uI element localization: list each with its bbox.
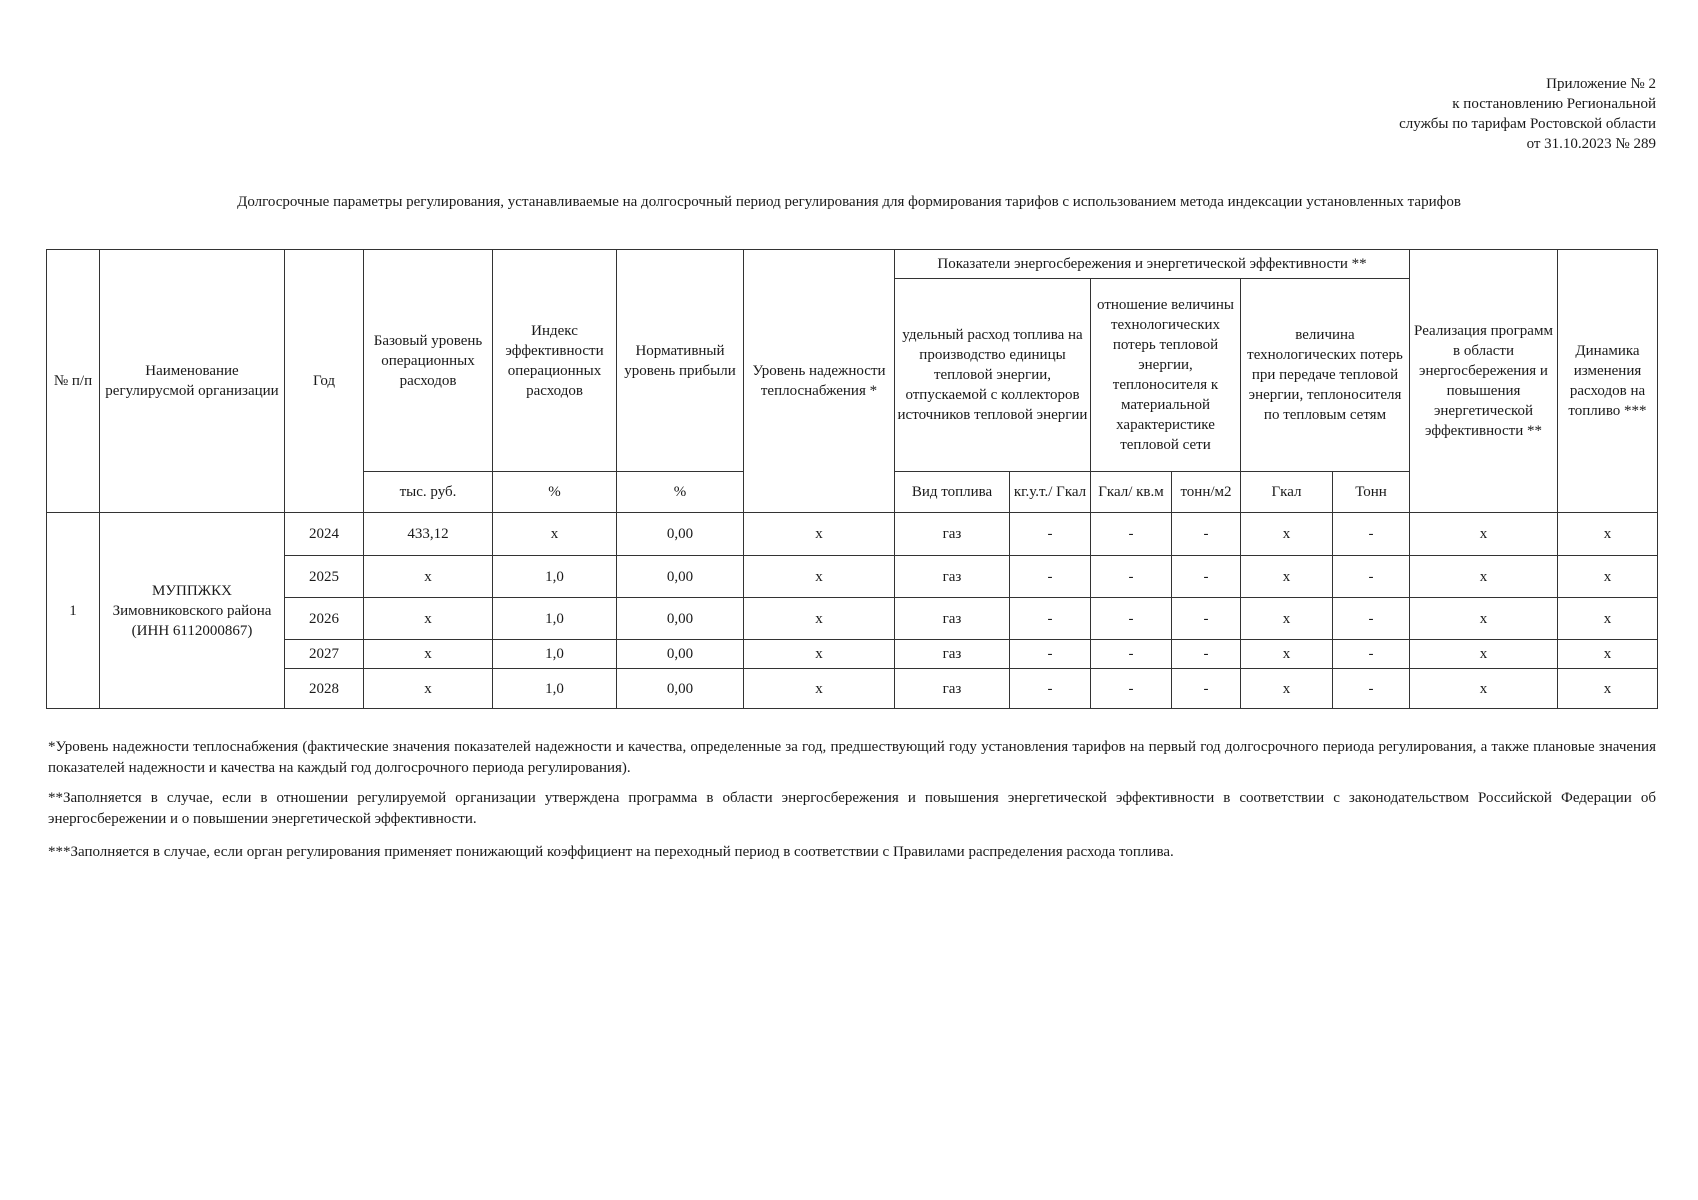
header-profit: Нормативный уровень прибыли [617,250,744,472]
cell-profit: 0,00 [617,513,744,556]
cell-loss-2: - [1333,513,1410,556]
cell-loss-2: - [1333,669,1410,709]
cell-index: 1,0 [493,598,617,640]
header-program: Реализация программ в области энергосбережения и повышения энергетической эффективности ** [1410,250,1558,513]
cell-dynamics: x [1558,513,1658,556]
cell-fuel: газ [895,556,1010,598]
cell-base: x [364,640,493,669]
cell-ratio-2: - [1172,513,1241,556]
cell-ratio-1: - [1091,669,1172,709]
cell-fuel: газ [895,669,1010,709]
unit-index: % [493,472,617,513]
table-row [47,513,1658,556]
table-row [47,556,1658,598]
cell-dynamics: x [1558,640,1658,669]
cell-year: 2026 [285,598,364,640]
cell-index: x [493,513,617,556]
cell-year: 2027 [285,640,364,669]
cell-profit: 0,00 [617,669,744,709]
cell-loss-2: - [1333,640,1410,669]
header-reliability: Уровень надежности теплоснабжения * [744,250,895,513]
cell-profit: 0,00 [617,556,744,598]
cell-program: x [1410,669,1558,709]
cell-fuel: газ [895,598,1010,640]
cell-index: 1,0 [493,640,617,669]
cell-base: x [364,556,493,598]
cell-loss-1: x [1241,513,1333,556]
cell-reliability: x [744,513,895,556]
appendix-line: от 31.10.2023 № 289 [1526,136,1656,152]
cell-program: x [1410,640,1558,669]
cell-fuel-rate: - [1010,598,1091,640]
unit-loss-1: Гкал [1241,472,1333,513]
cell-loss-2: - [1333,556,1410,598]
table-row [47,640,1658,669]
document-title: Долгосрочные параметры регулирования, устанавливаемые на долгосрочный период регулирования для формирования тарифов с использованием метода индексации установленных тарифов [237,194,1461,210]
cell-ratio-2: - [1172,556,1241,598]
cell-year: 2028 [285,669,364,709]
table-row [47,598,1658,640]
cell-reliability: x [744,640,895,669]
cell-base: 433,12 [364,513,493,556]
cell-year: 2025 [285,556,364,598]
table-row [47,669,1658,709]
cell-index: 1,0 [493,556,617,598]
cell-base: x [364,669,493,709]
unit-fuel: кг.у.т./ Гкал [1010,472,1091,513]
appendix-line: к постановлению Региональной [1452,96,1656,112]
footnote-reliability: *Уровень надежности теплоснабжения (фактические значения показателей надежности и качества, определенные за год, предшествующий году установления тарифов на первый год долгосрочного периода регулирования, а также плановые значения показателей надежности и качества на каждый год долгосрочного периода регулирования). [48,739,1656,776]
unit-ratio-2: тонн/м2 [1172,472,1241,513]
cell-loss-1: x [1241,669,1333,709]
cell-ratio-2: - [1172,669,1241,709]
cell-loss-2: - [1333,598,1410,640]
cell-dynamics: x [1558,556,1658,598]
cell-ratio-1: - [1091,513,1172,556]
cell-fuel-rate: - [1010,640,1091,669]
cell-fuel-rate: - [1010,669,1091,709]
footnote-program: **Заполняется в случае, если в отношении регулируемой организации утверждена программа в области энергосбережения и повышения энергетической эффективности в соответствии с законодательством Российской Федерации об энергосбережении и о повышении энергетической эффективности. [48,790,1656,827]
cell-org: МУППЖКХ Зимовниковского района (ИНН 6112000867) [100,513,285,709]
cell-loss-1: x [1241,640,1333,669]
cell-ratio-1: - [1091,640,1172,669]
header-org: Наименование регулирусмой организации [100,250,285,513]
cell-reliability: x [744,598,895,640]
header-loss-ratio: отношение величины технологических потерь тепловой энергии, теплоносителя к материальной характеристике тепловой сети [1091,279,1241,472]
cell-program: x [1410,598,1558,640]
header-fuel-rate: удельный расход топлива на производство единицы тепловой энергии, отпускаемой с коллекторов источников тепловой энергии [895,279,1091,472]
header-dynamics: Динамика изменения расходов на топливо *** [1558,250,1658,513]
appendix-line: Приложение № 2 [1546,76,1656,92]
parameters-table [46,249,1658,709]
header-base: Базовый уровень операционных расходов [364,250,493,472]
cell-reliability: x [744,669,895,709]
cell-ratio-1: - [1091,556,1172,598]
cell-reliability: x [744,556,895,598]
cell-fuel: газ [895,640,1010,669]
header-loss-value: величина технологических потерь при передаче тепловой энергии, теплоносителя по тепловым сетям [1241,279,1410,472]
cell-year: 2024 [285,513,364,556]
cell-loss-1: x [1241,556,1333,598]
appendix-line: службы по тарифам Ростовской области [1399,116,1656,132]
header-year: Год [285,250,364,513]
cell-dynamics: x [1558,598,1658,640]
footnote-dynamics: ***Заполняется в случае, если орган регулирования применяет понижающий коэффициент на переходный период в соответствии с Правилами распределения расхода топлива. [48,844,1174,860]
cell-fuel-rate: - [1010,513,1091,556]
cell-profit: 0,00 [617,640,744,669]
unit-loss-2: Тонн [1333,472,1410,513]
unit-fuel-type: Вид топлива [895,472,1010,513]
unit-profit: % [617,472,744,513]
header-index: Индекс эффективности операционных расходов [493,250,617,472]
cell-dynamics: x [1558,669,1658,709]
appendix-block [1399,74,1656,154]
cell-program: x [1410,513,1558,556]
cell-index: 1,0 [493,669,617,709]
cell-loss-1: x [1241,598,1333,640]
header-num: № п/п [47,250,100,513]
unit-ratio-1: Гкал/ кв.м [1091,472,1172,513]
cell-num: 1 [47,513,100,709]
unit-base: тыс. руб. [364,472,493,513]
cell-base: x [364,598,493,640]
cell-ratio-2: - [1172,640,1241,669]
header-energy-group: Показатели энергосбережения и энергетической эффективности ** [895,250,1410,279]
cell-fuel-rate: - [1010,556,1091,598]
cell-ratio-1: - [1091,598,1172,640]
cell-fuel: газ [895,513,1010,556]
cell-program: x [1410,556,1558,598]
cell-ratio-2: - [1172,598,1241,640]
cell-profit: 0,00 [617,598,744,640]
